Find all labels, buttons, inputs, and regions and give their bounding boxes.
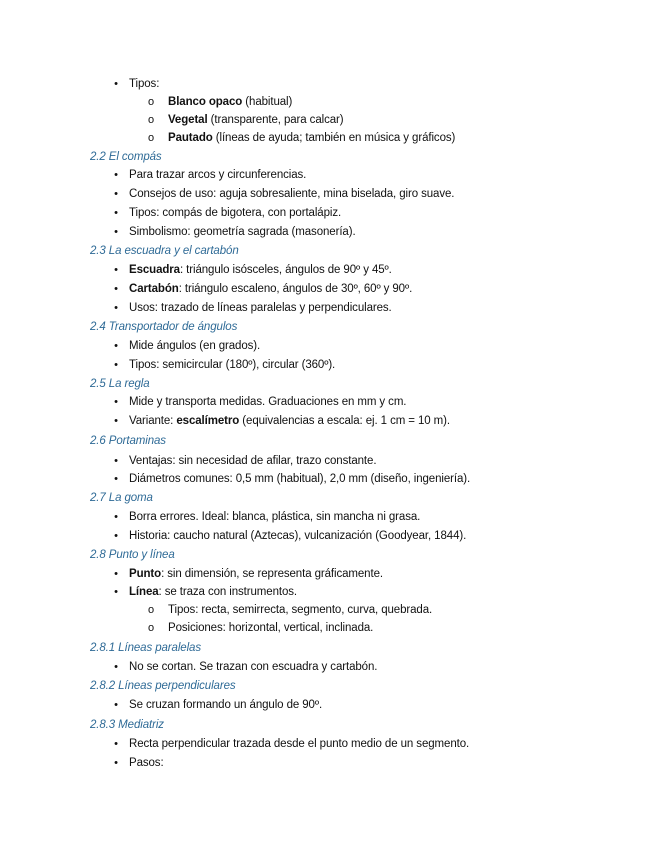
list-item-text (129, 583, 297, 601)
section-heading (90, 318, 237, 336)
text-run: No se cortan. Se trazan con escuadra y cartabón. (129, 661, 378, 673)
section-heading (90, 375, 150, 393)
text-run: 2.5 La regla (90, 378, 150, 390)
bullet-icon: • (114, 226, 118, 238)
text-run: Para trazar arcos y circunferencias. (129, 169, 307, 181)
text-run: 2.4 Transportador de ángulos (90, 321, 238, 333)
text-run: Mide ángulos (en grados). (129, 340, 261, 352)
circle-bullet-icon: o (147, 622, 155, 634)
bullet-icon: • (114, 473, 118, 485)
bold-term: Punto (129, 568, 162, 580)
list-item-text (129, 527, 466, 545)
list-item-text (129, 658, 377, 676)
section-heading (90, 489, 153, 507)
list-item-text (168, 601, 432, 619)
circle-bullet-icon: o (147, 96, 155, 108)
text-run: : sin dimensión, se representa gráficamente. (161, 568, 383, 580)
list-item-text (129, 696, 322, 714)
list-item-text (129, 452, 376, 470)
text-run: Posiciones: horizontal, vertical, inclinada. (168, 622, 374, 634)
text-run: Tipos: compás de bigotera, con portalápiz. (129, 207, 342, 219)
bold-term: Cartabón (129, 283, 179, 295)
text-run: Diámetros comunes: 0,5 mm (habitual), 2,0 mm (diseño, ingeniería). (129, 473, 471, 485)
text-run: 2.7 La goma (90, 492, 153, 504)
bullet-icon: • (114, 568, 118, 580)
bullet-icon: • (114, 302, 118, 314)
bullet-icon: • (114, 264, 118, 276)
text-run: 2.3 La escuadra y el cartabón (90, 245, 239, 257)
list-item-text (129, 735, 469, 753)
list-item-text (129, 356, 335, 374)
bullet-icon: • (114, 530, 118, 542)
text-run: 2.6 Portaminas (90, 435, 166, 447)
circle-bullet-icon: o (147, 114, 155, 126)
text-run: Se cruzan formando un ángulo de 90º. (129, 699, 323, 711)
text-run: Consejos de uso: aguja sobresaliente, mina biselada, giro suave. (129, 188, 455, 200)
text-run: (transparente, para calcar) (207, 114, 344, 126)
circle-bullet-icon: o (147, 604, 155, 616)
bullet-icon: • (114, 207, 118, 219)
section-heading (90, 677, 236, 695)
list-item-text (129, 508, 420, 526)
text-run: Mide y transporta medidas. Graduaciones en mm y cm. (129, 396, 407, 408)
text-run: Usos: trazado de líneas paralelas y perpendiculares. (129, 302, 392, 314)
list-item-text (129, 565, 383, 583)
list-item-text (129, 261, 392, 279)
text-run: 2.8 Punto y línea (90, 549, 175, 561)
text-run: Historia: caucho natural (Aztecas), vulcanización (Goodyear, 1844). (129, 530, 467, 542)
list-item-text (129, 754, 164, 772)
bullet-icon: • (114, 511, 118, 523)
text-run: (líneas de ayuda; también en música y gráficos) (212, 132, 456, 144)
bold-term: Escuadra (129, 264, 180, 276)
section-heading (90, 716, 164, 734)
list-item-text (129, 470, 470, 488)
section-heading (90, 546, 175, 564)
list-item-text (168, 619, 373, 637)
text-run: : triángulo isósceles, ángulos de 90º y 45º. (179, 264, 392, 276)
section-heading (90, 242, 239, 260)
text-run: Simbolismo: geometría sagrada (masonería). (129, 226, 356, 238)
text-run: : triángulo escaleno, ángulos de 30º, 60º y 90º. (178, 283, 413, 295)
bullet-icon: • (114, 661, 118, 673)
list-item-text (129, 393, 406, 411)
section-heading (90, 148, 162, 166)
text-run: Variante: (129, 415, 177, 427)
text-run: Recta perpendicular trazada desde el punto medio de un segmento. (129, 738, 470, 750)
bullet-icon: • (114, 188, 118, 200)
bullet-icon: • (114, 586, 118, 598)
text-run: (equivalencias a escala: ej. 1 cm = 10 m). (239, 415, 450, 427)
bullet-icon: • (114, 340, 118, 352)
list-item-text (168, 111, 343, 129)
list-item-text (129, 204, 341, 222)
bullet-icon: • (114, 169, 118, 181)
bullet-icon: • (114, 359, 118, 371)
bold-term: Línea (129, 586, 159, 598)
list-item-text (129, 299, 392, 317)
list-item-text (129, 412, 450, 430)
bullet-icon: • (114, 757, 118, 769)
list-item-text (129, 337, 260, 355)
section-heading (90, 639, 201, 657)
bullet-icon: • (114, 738, 118, 750)
text-run: 2.8.2 Líneas perpendiculares (90, 680, 236, 692)
text-run: Tipos: (129, 78, 160, 90)
text-run: Tipos: recta, semirrecta, segmento, curva, quebrada. (168, 604, 433, 616)
list-item-text (129, 280, 412, 298)
list-item-text (129, 166, 306, 184)
bullet-icon: • (114, 283, 118, 295)
text-run: (habitual) (242, 96, 293, 108)
bullet-icon: • (114, 455, 118, 467)
text-run: : se traza con instrumentos. (158, 586, 298, 598)
list-item-text (129, 75, 159, 93)
text-run: 2.8.1 Líneas paralelas (90, 642, 201, 654)
bold-term: Pautado (168, 132, 213, 144)
list-item-text (168, 129, 455, 147)
text-run: 2.2 El compás (90, 151, 162, 163)
bold-term: escalímetro (176, 415, 240, 427)
section-heading (90, 432, 166, 450)
list-item-text (129, 185, 454, 203)
bullet-icon: • (114, 396, 118, 408)
list-item-text (129, 223, 356, 241)
text-run: 2.8.3 Mediatriz (90, 719, 164, 731)
list-item-text (168, 93, 292, 111)
text-run: Pasos: (129, 757, 164, 769)
bold-term: Vegetal (168, 114, 208, 126)
bullet-icon: • (114, 415, 118, 427)
text-run: Tipos: semicircular (180º), circular (360º). (129, 359, 336, 371)
bullet-icon: • (114, 699, 118, 711)
text-run: Borra errores. Ideal: blanca, plástica, sin mancha ni grasa. (129, 511, 421, 523)
bullet-icon: • (114, 78, 118, 90)
circle-bullet-icon: o (147, 132, 155, 144)
bold-term: Blanco opaco (168, 96, 243, 108)
text-run: Ventajas: sin necesidad de afilar, trazo constante. (129, 455, 377, 467)
